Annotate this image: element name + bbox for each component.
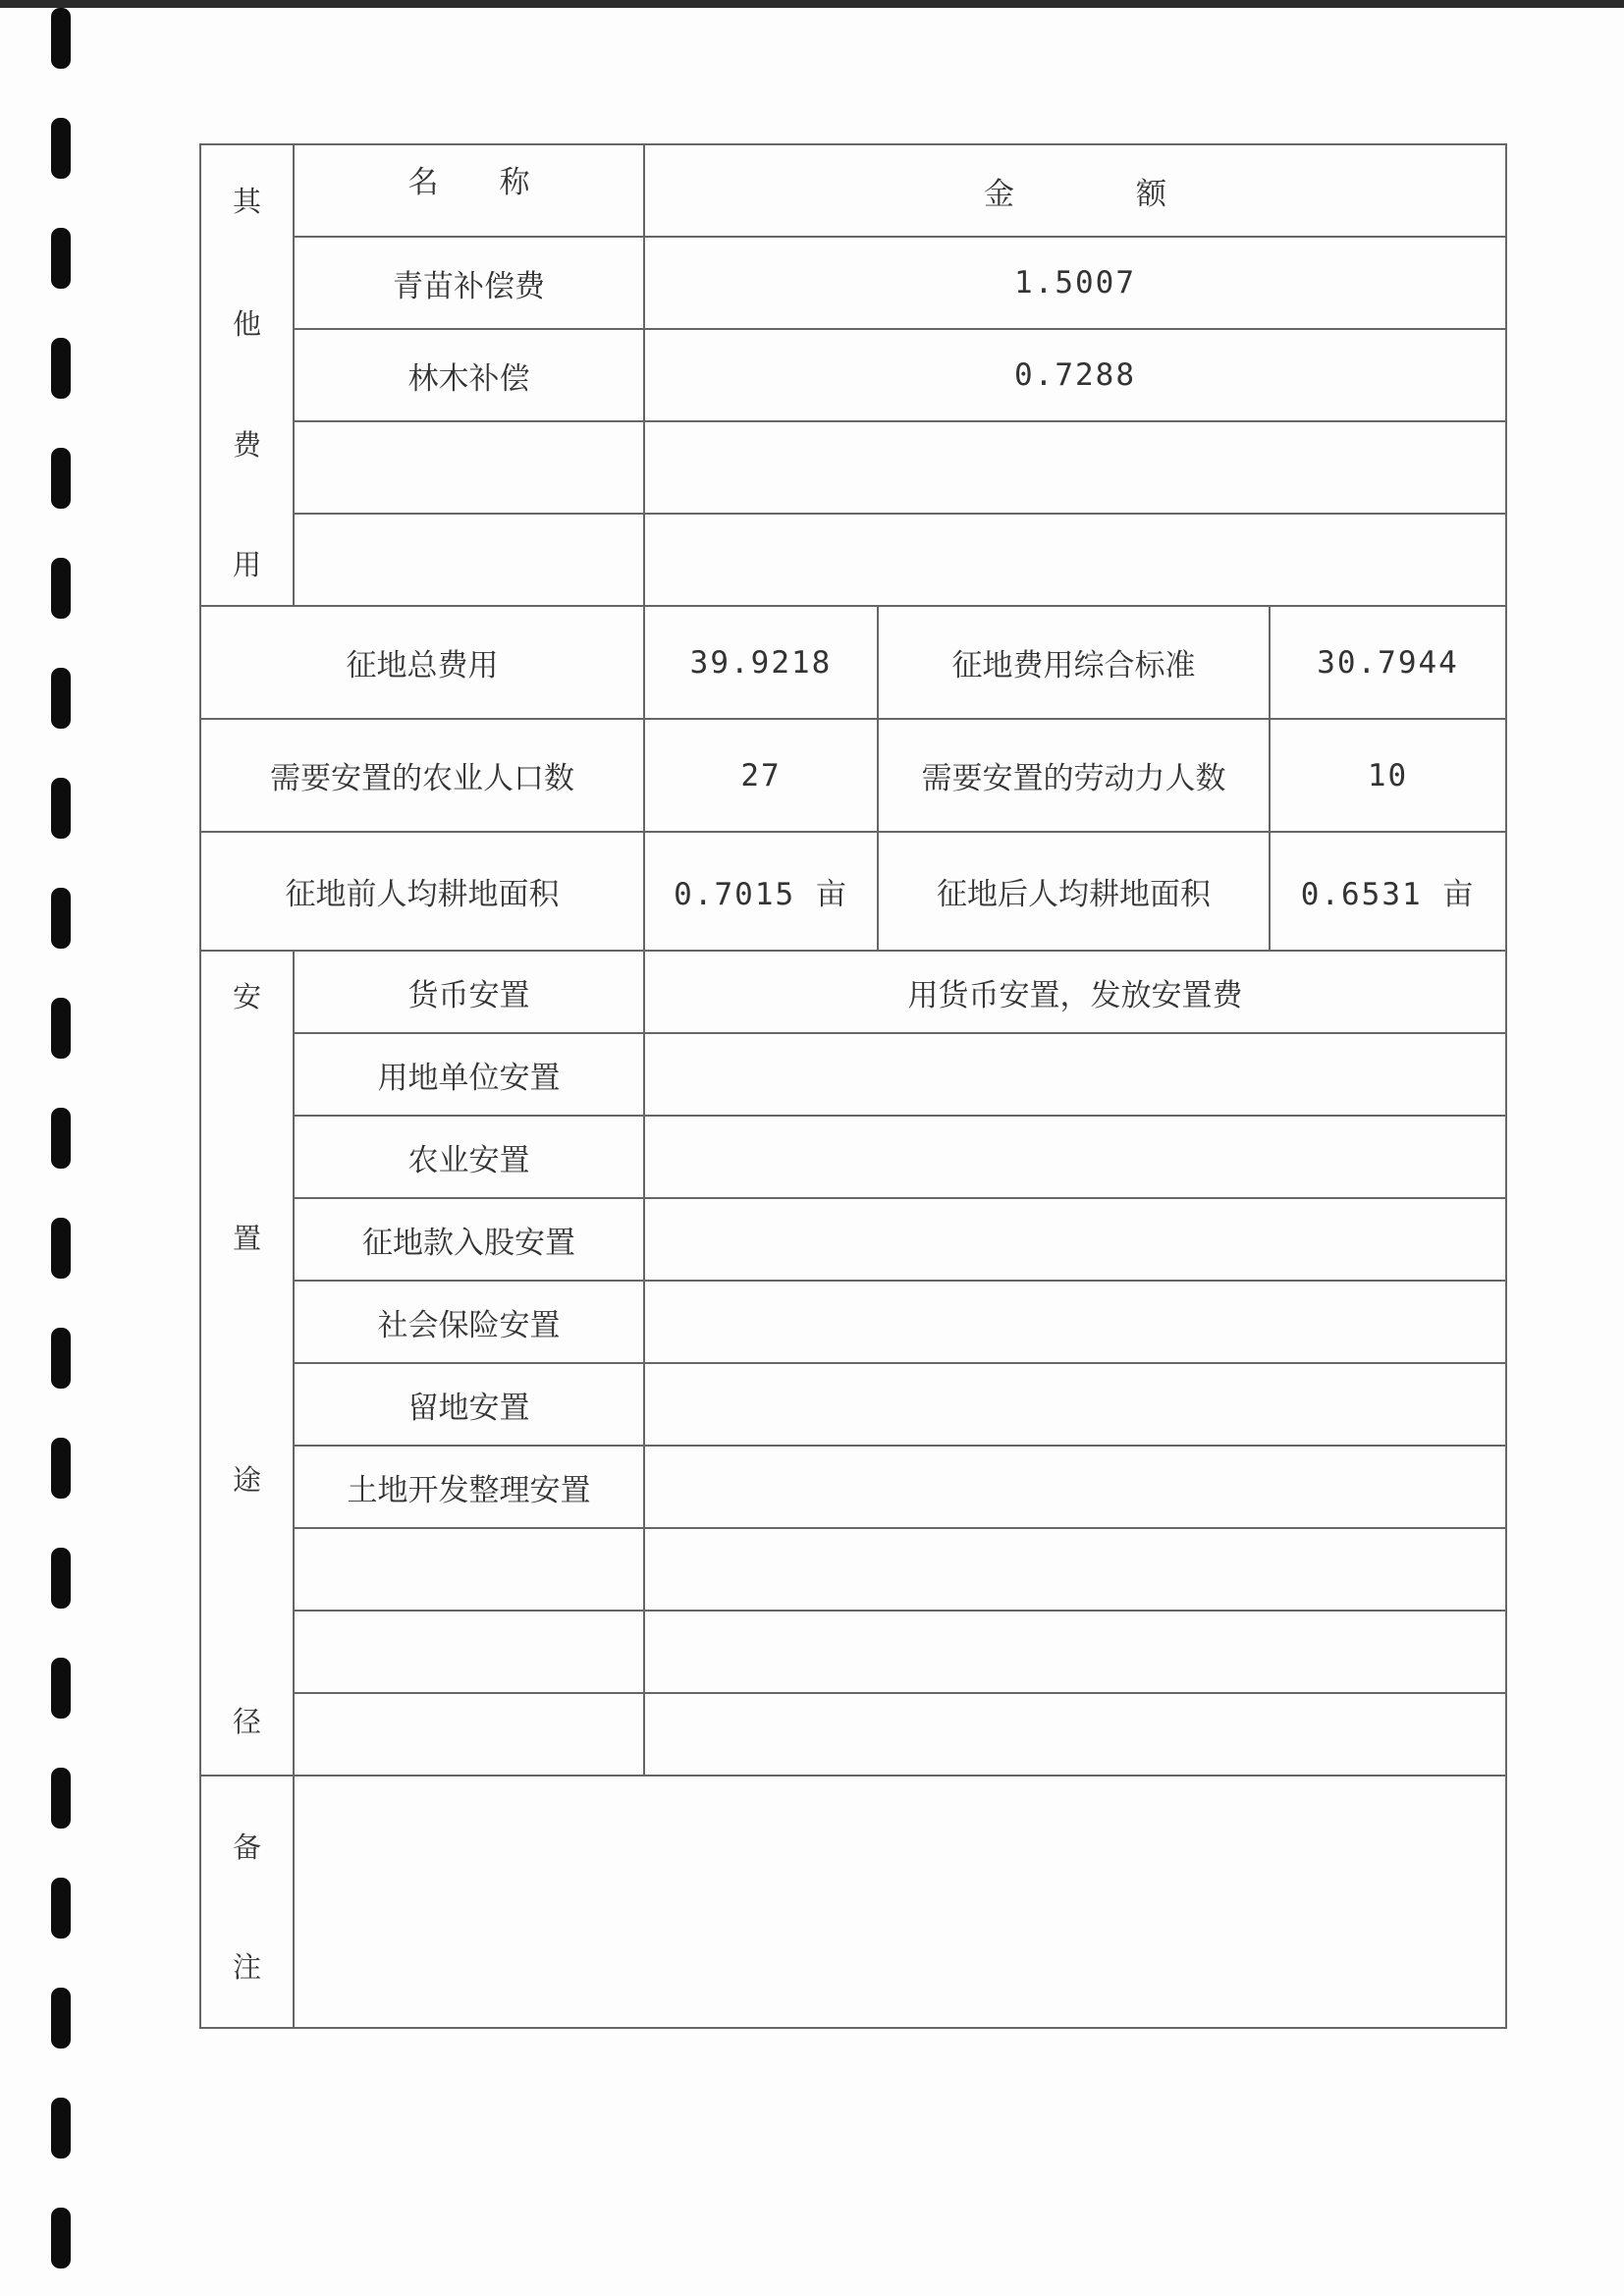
fee-amount-cell: 0.7288 <box>644 329 1506 421</box>
resettlement-method-value <box>644 1033 1506 1116</box>
after-area-value: 0.6531 亩 <box>1270 832 1506 951</box>
resettlement-method-name: 留地安置 <box>294 1363 644 1446</box>
total-fee-label: 征地总费用 <box>200 606 644 719</box>
side-char: 其 <box>232 185 261 218</box>
after-area-label: 征地后人均耕地面积 <box>878 832 1270 951</box>
resettlement-method-value <box>644 1528 1506 1611</box>
resettlement-method-value <box>644 1281 1506 1363</box>
scan-top-edge <box>0 0 1624 8</box>
side-char: 途 <box>232 1463 261 1497</box>
resettlement-method-value <box>644 1116 1506 1198</box>
resettlement-method-name <box>294 1611 644 1693</box>
resettlement-method-name <box>294 1693 644 1776</box>
land-acquisition-form <box>199 143 1507 2029</box>
before-area-value: 0.7015 亩 <box>644 832 878 951</box>
name-column-header: 名 称 <box>294 144 644 237</box>
labor-value: 10 <box>1270 719 1506 832</box>
remarks-content <box>294 1776 1506 2028</box>
fee-amount-cell <box>644 421 1506 514</box>
total-fee-value: 39.9218 <box>644 606 878 719</box>
side-char: 他 <box>232 307 261 341</box>
resettlement-method-name: 征地款入股安置 <box>294 1198 644 1281</box>
side-char: 备 <box>232 1831 261 1864</box>
fee-name-cell <box>294 514 644 606</box>
resettlement-method-value <box>644 1198 1506 1281</box>
fee-name-cell: 林木补偿 <box>294 329 644 421</box>
population-label: 需要安置的农业人口数 <box>200 719 644 832</box>
resettlement-method-value <box>644 1611 1506 1693</box>
fee-name-cell: 青苗补偿费 <box>294 237 644 329</box>
fee-amount-cell <box>644 514 1506 606</box>
resettlement-method-name: 社会保险安置 <box>294 1281 644 1363</box>
fee-amount-cell: 1.5007 <box>644 237 1506 329</box>
resettlement-method-value <box>644 1693 1506 1776</box>
labor-label: 需要安置的劳动力人数 <box>878 719 1270 832</box>
side-char: 注 <box>232 1950 261 1984</box>
resettlement-method-value: 用货币安置，发放安置费 <box>644 951 1506 1033</box>
resettlement-method-value <box>644 1446 1506 1528</box>
other-fees-side-label <box>200 144 294 606</box>
resettlement-side-label <box>200 951 294 1776</box>
fee-name-cell <box>294 421 644 514</box>
resettlement-method-name: 土地开发整理安置 <box>294 1446 644 1528</box>
resettlement-method-value <box>644 1363 1506 1446</box>
resettlement-method-name: 农业安置 <box>294 1116 644 1198</box>
amount-column-header: 金 额 <box>644 144 1506 237</box>
resettlement-method-name: 货币安置 <box>294 951 644 1033</box>
resettlement-method-name <box>294 1528 644 1611</box>
side-char: 置 <box>232 1222 261 1255</box>
before-area-label: 征地前人均耕地面积 <box>200 832 644 951</box>
side-char: 径 <box>232 1705 261 1738</box>
remarks-side-label <box>200 1776 294 2028</box>
side-char: 费 <box>232 428 261 462</box>
standard-value: 30.7944 <box>1270 606 1506 719</box>
population-value: 27 <box>644 719 878 832</box>
resettlement-method-name: 用地单位安置 <box>294 1033 644 1116</box>
side-char: 用 <box>232 548 261 581</box>
side-char: 安 <box>232 980 261 1013</box>
standard-label: 征地费用综合标准 <box>878 606 1270 719</box>
